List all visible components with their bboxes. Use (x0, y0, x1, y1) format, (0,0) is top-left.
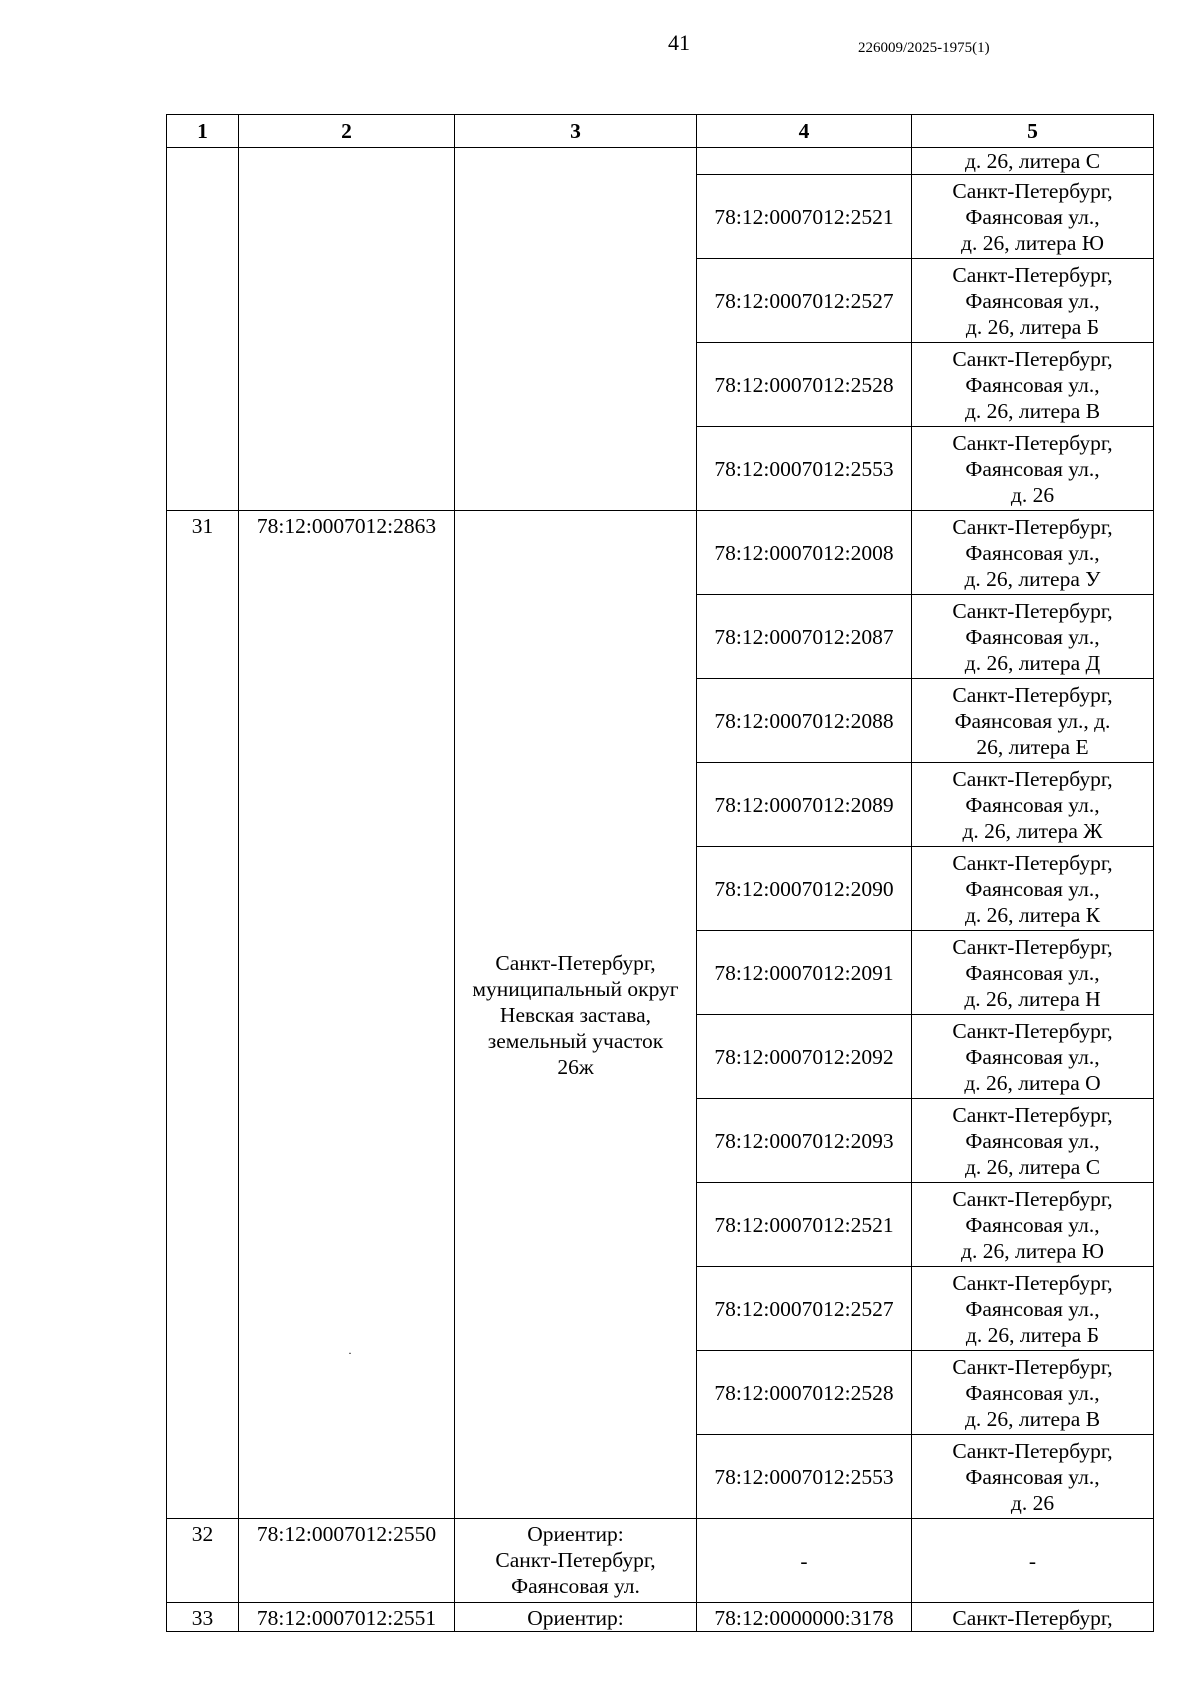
cell-address: - (912, 1519, 1154, 1603)
cell-cadastral-building: 78:12:0007012:2528 (697, 1351, 912, 1435)
cell-address: Санкт-Петербург, Фаянсовая ул., д. 26, литера В (912, 1351, 1154, 1435)
cell-cadastral: 78:12:0007012:2551 (239, 1603, 455, 1632)
cell-location: Ориентир: Санкт-Петербург, Фаянсовая ул. (455, 1519, 697, 1603)
cell-address: Санкт-Петербург, Фаянсовая ул., д. 26, литера Ю (912, 175, 1154, 259)
cell-cadastral-building: 78:12:0007012:2090 (697, 847, 912, 931)
cell-cadastral: 78:12:0007012:2550 (239, 1519, 455, 1603)
cell-cadastral-building: 78:12:0007012:2093 (697, 1099, 912, 1183)
cell-address: Санкт-Петербург, Фаянсовая ул., д. 26, литера В (912, 343, 1154, 427)
cell-cadastral-empty (239, 148, 455, 511)
header-row (167, 115, 1154, 148)
document-id: 226009/2025-1975(1) (858, 40, 990, 56)
cell-cadastral-building: 78:12:0007012:2527 (697, 259, 912, 343)
cell-address: Санкт-Петербург, Фаянсовая ул., д. 26, литера Б (912, 259, 1154, 343)
cell-address: Санкт-Петербург, Фаянсовая ул., д. 26, литера К (912, 847, 1154, 931)
cell-address: Санкт-Петербург, Фаянсовая ул., д. 26 (912, 1435, 1154, 1519)
cell-address: Санкт-Петербург, Фаянсовая ул., д. 26, литера Б (912, 1267, 1154, 1351)
cell-cadastral-building: 78:12:0007012:2008 (697, 511, 912, 595)
cell-address: Санкт-Петербург, Фаянсовая ул., д. 26, литера Ж (912, 763, 1154, 847)
cell-cadastral-building: 78:12:0007012:2089 (697, 763, 912, 847)
cell-location: Санкт-Петербург, муниципальный округ Невская застава, земельный участок 26ж (455, 511, 697, 1519)
cell-cadastral-building: - (697, 1519, 912, 1603)
cell-address: д. 26, литера С (912, 148, 1154, 175)
cell-location: Ориентир: (455, 1603, 697, 1632)
cell-address: Санкт-Петербург, Фаянсовая ул., д. 26, литера У (912, 511, 1154, 595)
column-header: 2 (239, 115, 455, 148)
cell-cadastral-building: 78:12:0000000:3178 (697, 1603, 912, 1632)
cell-number: 32 (167, 1519, 239, 1603)
cell-cadastral-building: 78:12:0007012:2092 (697, 1015, 912, 1099)
table-row (167, 1519, 1154, 1603)
cell-address: Санкт-Петербург, Фаянсовая ул., д. 26, литера Е (912, 679, 1154, 763)
scan-speck: · (348, 1346, 352, 1360)
cell-cadastral-building: 78:12:0007012:2087 (697, 595, 912, 679)
table-row (167, 148, 1154, 175)
cell-cadastral-building: 78:12:0007012:2553 (697, 427, 912, 511)
cell-address: Санкт-Петербург, Фаянсовая ул., д. 26, литера Ю (912, 1183, 1154, 1267)
cell-number: 31 (167, 511, 239, 1519)
column-header: 4 (697, 115, 912, 148)
cell-address: Санкт-Петербург, Фаянсовая ул., д. 26, литера С (912, 1099, 1154, 1183)
cell-address: Санкт-Петербург, Фаянсовая ул., д. 26, литера Н (912, 931, 1154, 1015)
table-row (167, 1603, 1154, 1632)
cell-number-empty (167, 148, 239, 511)
cell-cadastral-building: 78:12:0007012:2528 (697, 343, 912, 427)
registry-table (166, 114, 1154, 1632)
cell-cadastral-building-empty (697, 148, 912, 175)
cell-cadastral-building: 78:12:0007012:2553 (697, 1435, 912, 1519)
cell-address: Санкт-Петербург, (912, 1603, 1154, 1632)
page-number: 41 (668, 30, 690, 55)
column-header: 1 (167, 115, 239, 148)
cell-cadastral-building: 78:12:0007012:2088 (697, 679, 912, 763)
cell-address: Санкт-Петербург, Фаянсовая ул., д. 26, литера О (912, 1015, 1154, 1099)
cell-cadastral-building: 78:12:0007012:2521 (697, 1183, 912, 1267)
column-header: 3 (455, 115, 697, 148)
cell-location-empty (455, 148, 697, 511)
column-header: 5 (912, 115, 1154, 148)
cell-cadastral-building: 78:12:0007012:2521 (697, 175, 912, 259)
cell-cadastral-building: 78:12:0007012:2527 (697, 1267, 912, 1351)
cell-cadastral-building: 78:12:0007012:2091 (697, 931, 912, 1015)
cell-address: Санкт-Петербург, Фаянсовая ул., д. 26 (912, 427, 1154, 511)
table-row (167, 511, 1154, 595)
cell-cadastral: 78:12:0007012:2863 (239, 511, 455, 1519)
cell-number: 33 (167, 1603, 239, 1632)
cell-address: Санкт-Петербург, Фаянсовая ул., д. 26, литера Д (912, 595, 1154, 679)
